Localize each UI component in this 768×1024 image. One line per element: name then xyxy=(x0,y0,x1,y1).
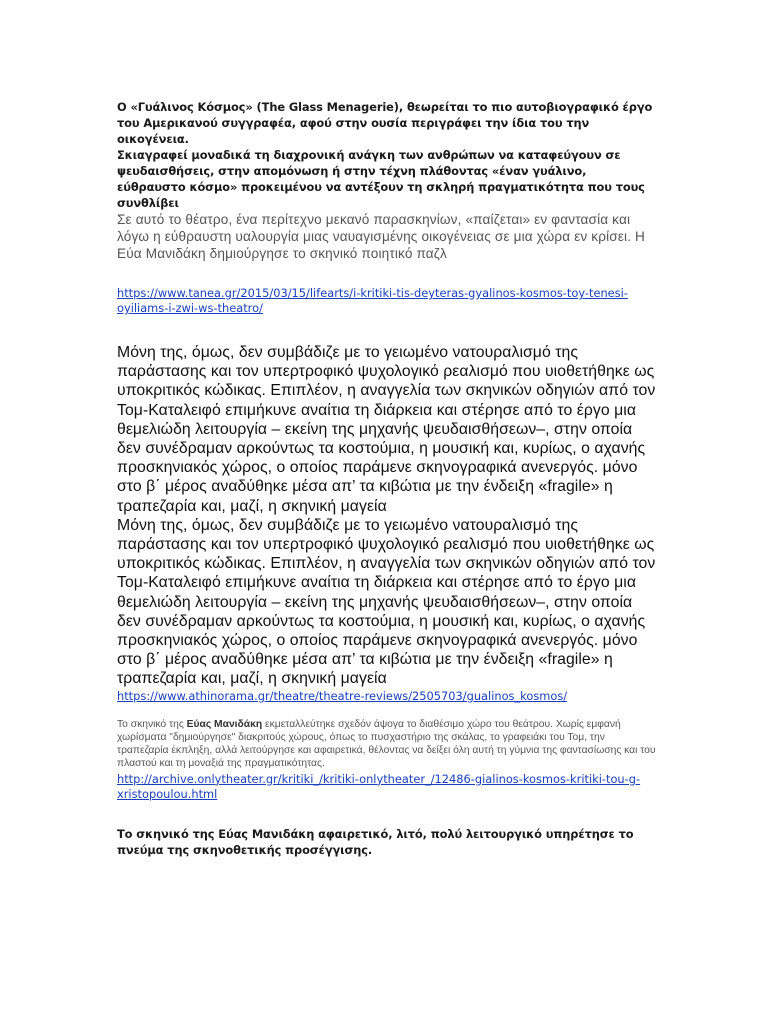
onlytheater-link[interactable]: http://archive.onlytheater.gr/kritiki_/kritiki-onlytheater_/12486-gialinos-kosmos-kritiki-tou-g-xristopoulou.html xyxy=(117,771,641,801)
intro-paragraph: Ο «Γυάλινος Κόσμος» (The Glass Menagerie), θεωρείται το πιο αυτοβιογραφικό έργο του Αμερικανού συγγραφέα, αφού στην ουσία περιγράφει την ίδια του την οικογένεια. xyxy=(117,100,653,146)
document-page xyxy=(117,99,657,858)
tanea-link[interactable]: https://www.tanea.gr/2015/03/15/lifearts/i-kritiki-tis-deyteras-gyalinos-kosmos-toy-tenesi-oyiliams-i-zwi-ws-theatro/ xyxy=(117,286,628,315)
excerpt-body: εκμεταλλεύτηκε σχεδόν άψογα το διαθέσιμο χώρο του θεάτρου. Χωρίς εμφανή χωρίσματα "δημιούργησε" διακριτούς χώρους, όπως το πυσχαστήριο της σκάλας, το γραφειάκι του Τομ, την τραπεζαρία έκπληξη, αλλά λειτούργησε και αφαιρετικά, θέλοντας να δείξει όλη αυτή τη γύμνια της φαντασίωσης και του πλαστού και τη μοναξιά της πραγματικότητας. xyxy=(117,718,656,769)
designer-name: Εύας Μανιδάκη xyxy=(186,718,263,730)
quote-paragraph: Σε αυτό το θέατρο, ένα περίτεχνο μεκανό παρασκηνίων, «παίζεται» εν φαντασία και λόγω η εύθραυστη υαλουργία μιας ναυαγισμένης οικογένειας σε μια χώρα εν κρίσει. Η Εύα Μανιδάκη δημιούργησε το σκηνικό ποιητικό παζλ xyxy=(117,212,646,261)
closing-paragraph: Το σκηνικό της Εύας Μανιδάκη αφαιρετικό, λιτό, πολύ λειτουργικό υπηρέτησε το πνεύμα της σκηνοθετικής προσέγγισης. xyxy=(117,826,634,857)
review-paragraph-1: Μόνη της, όμως, δεν συμβάδιζε με το γειωμένο νατουραλισμό της παράστασης και τον υπερτροφικό ψυχολογικό ρεαλισμό που υιοθετήθηκε ως υποκριτικός κώδικας. Επιπλέον, η αναγγελία των σκηνικών οδηγιών από τον Τομ-Καταλειφό επιμήκυνε αναίτια τη διάρκεια και στέρησε από το έργο μια θεμελιώδη λειτουργία – εκείνη της μηχανής ψευδαισθήσεων–, στην οποία δεν συνέδραμαν αρκούντως τα κοστούμια, η μουσική και, κυρίως, ο αχανής προσκηνιακός χώρος, ο οποίος παράμενε σκηνογραφικά ανενεργός. μόνο στο β΄ μέρος αναδύθηκε μέσα απ’ τα κιβώτια με την ένδειξη «fragile» η τραπεζαρία και, μαζί, η σκηνική μαγεία xyxy=(117,344,656,515)
excerpt-prefix: Το σκηνικό της xyxy=(117,718,187,730)
review-paragraph-2: Μόνη της, όμως, δεν συμβάδιζε με το γειωμένο νατουραλισμό της παράστασης και τον υπερτροφικό ψυχολογικό ρεαλισμό που υιοθετήθηκε ως υποκριτικός κώδικας. Επιπλέον, η αναγγελία των σκηνικών οδηγιών από τον Τομ-Καταλειφό επιμήκυνε αναίτια τη διάρκεια και στέρησε από το έργο μια θεμελιώδη λειτουργία – εκείνη της μηχανής ψευδαισθήσεων–, στην οποία δεν συνέδραμαν αρκούντως τα κοστούμια, η μουσική και, κυρίως, ο αχανής προσκηνιακός χώρος, ο οποίος παράμενε σκηνογραφικά ανενεργός. μόνο στο β΄ μέρος αναδύθηκε μέσα απ’ τα κιβώτια με την ένδειξη «fragile» η τραπεζαρία και, μαζί, η σκηνική μαγεία xyxy=(117,516,656,688)
onlytheater-excerpt xyxy=(117,718,657,770)
athinorama-link[interactable]: https://www.athinorama.gr/theatre/theatre-reviews/2505703/gualinos_kosmos/ xyxy=(117,688,568,703)
description-paragraph: Σκιαγραφεί μοναδικά τη διαχρονική ανάγκη των ανθρώπων να καταφεύγουν σε ψευδαισθήσεις, στην απομόνωση ή στην τέχνη πλάθοντας «έναν γυάλινο, εύθραυστο κόσμο» προκειμένου να αντέξουν τη σκληρή πραγματικότητα που τους συνθλίβει xyxy=(117,148,645,210)
